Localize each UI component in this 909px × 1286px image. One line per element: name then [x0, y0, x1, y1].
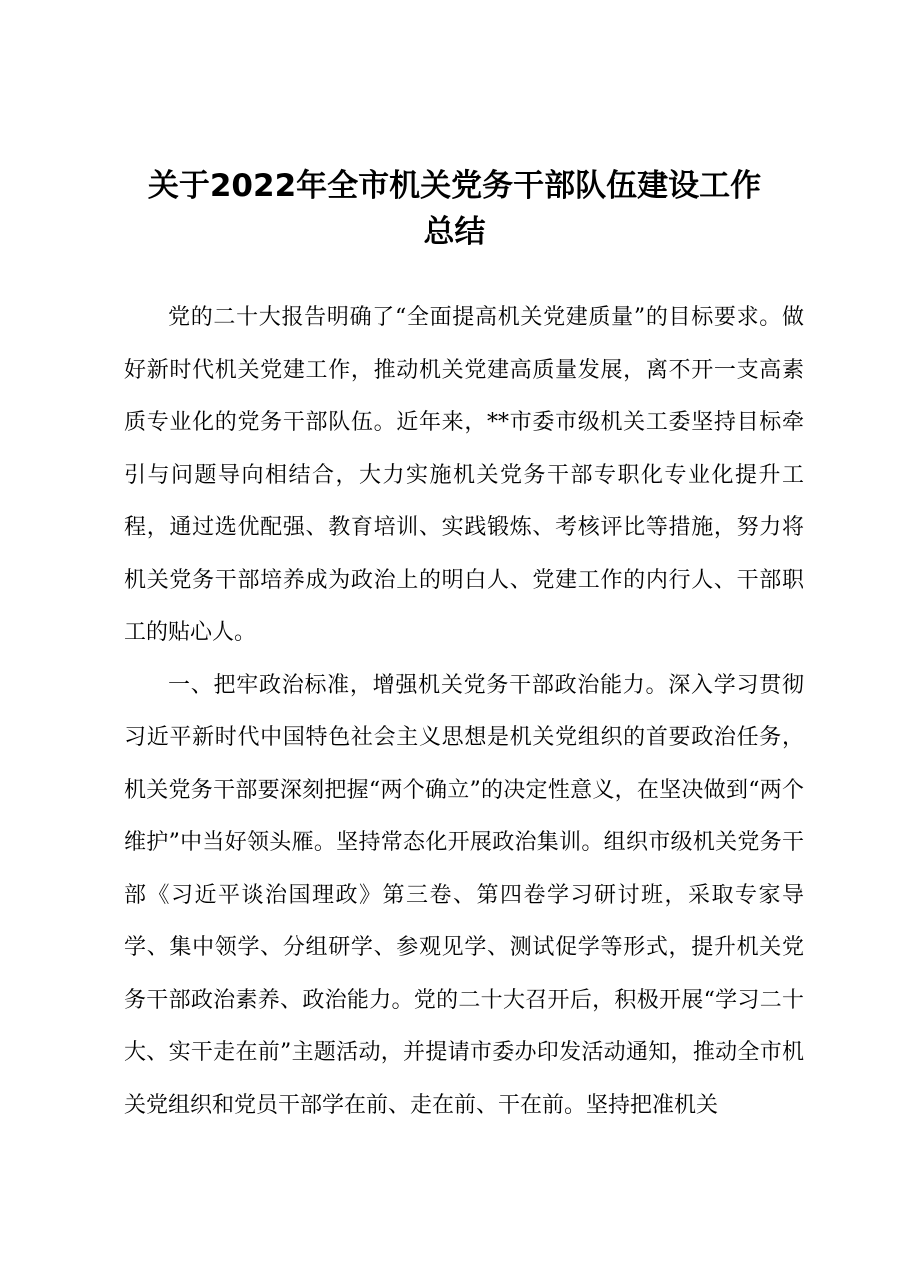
document-title-line1: 关于2022年全市机关党务干部队伍建设工作	[147, 168, 762, 204]
paragraph-intro: 党的二十大报告明确了“全面提高机关党建质量”的目标要求。做好新时代机关党建工作，推动机关党建高质量发展，离不开一支高素质专业化的党务干部队伍。近年来，**市委市级机关工委坚持目标牵引与问题导向相结合，大力实施机关党务干部专职化专业化提升工程，通过选优配强、教育培训、实践锻炼、考核评比等措施，努力将机关党务干部培养成为政治上的明白人、党建工作的内行人、干部职工的贴心人。	[124, 305, 804, 645]
paragraph-section-1: 一、把牢政治标准，增强机关党务干部政治能力。深入学习贯彻习近平新时代中国特色社会主义思想是机关党组织的首要政治任务，机关党务干部要深刻把握“两个确立”的决定性意义，在坚决做到“两个维护”中当好领头雁。坚持常态化开展政治集训。组织市级机关党务干部《习近平谈治国理政》第三卷、第四卷学习研讨班，采取专家导学、集中领学、分组研学、参观见学、测试促学等形式，提升机关党务干部政治素养、政治能力。党的二十大召开后，积极开展“学习二十大、实干走在前”主题活动，并提请市委办印发活动通知，推动全市机关党组织和党员干部学在前、走在前、干在前。坚持把准机关	[124, 672, 804, 1118]
document-title-line2: 总结	[423, 214, 486, 250]
document-body	[124, 292, 804, 1132]
